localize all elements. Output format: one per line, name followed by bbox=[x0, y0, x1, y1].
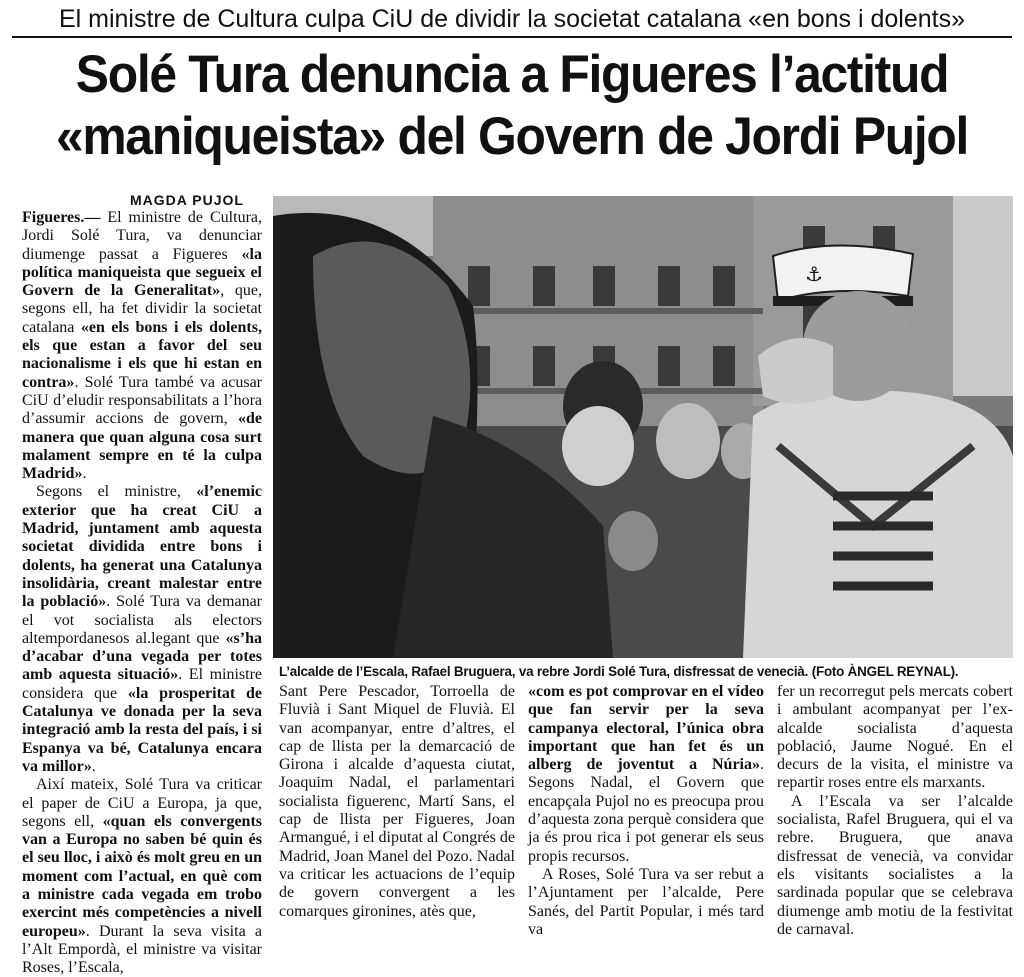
article-column-4 bbox=[777, 683, 1013, 939]
text-run: . Solé Tura també va acusar CiU d’eludir responsabilitats a l’hora d’assumir accions de govern, bbox=[22, 373, 262, 428]
paragraph bbox=[22, 209, 262, 483]
text-run: Segons el ministre, bbox=[36, 483, 197, 501]
text-run: . Segons Nadal, el Govern que encapçala Pujol no es preocupa prou d’aquesta zona perquè considera que ja és prou rica i pot generar els seus propis recursos. bbox=[528, 756, 764, 865]
bold-quote: «com es pot comprovar en el vídeo que fan servir per la seva campanya electoral, l’única obra important que han fet és un alberg de joventut a Núria» bbox=[528, 683, 764, 774]
text-run: . bbox=[82, 465, 87, 483]
article-column-2 bbox=[279, 683, 515, 921]
headline bbox=[31, 44, 994, 168]
bold-quote: «s’ha d’acabar d’una vegada per totes amb aquesta situació» bbox=[22, 629, 262, 684]
bold-quote: «l’enemic exterior que ha creat CiU a Madrid, juntament amb aquesta societat dividida entre bons i dolents, ha generat una Catalunya insolidària, creant malestar entre la població» bbox=[22, 483, 262, 611]
paragraph bbox=[777, 683, 1013, 793]
bold-quote: «en els bons i els dolents, els que estan a favor del seu nacionalisme i els que hi estan en contra» bbox=[22, 318, 262, 391]
bold-quote: «de manera que quan alguna cosa surt malament sempre en té la culpa Madrid» bbox=[22, 410, 262, 483]
text-run: fer un recorregut pels mercats cobert i ambulant acompanyat per l’ex-alcalde socialista d’aquesta població, Jaume Nogué. En el decurs de la visita, el ministre va repartir roses entre els marxants. bbox=[777, 683, 1013, 792]
text-run: El ministre de Cultura, Jordi Solé Tura, va denunciar diumenge passat a Figueres bbox=[22, 209, 262, 263]
news-photo bbox=[273, 196, 1013, 658]
text-run: . Durant la seva visita a l’Alt Empordà, el ministre va visitar Roses, l’Escala, bbox=[22, 922, 262, 977]
text-run: . Solé Tura va demanar el vot socialista als electors altempordanesos al.legant que bbox=[22, 593, 263, 647]
paragraph bbox=[528, 866, 764, 939]
article-column-3 bbox=[528, 683, 764, 939]
article-column-1 bbox=[22, 209, 262, 977]
text-run: A l’Escala va ser l’alcalde socialista, Rafel Bruguera, qui el va rebre. Bruguera, que anava disfressat de venecià, va convidar els visitants socialistes a la sardinada popular que se celebrava diumenge amb motiu de la festivitat de carnaval. bbox=[777, 792, 1013, 938]
kicker-rule bbox=[12, 36, 1012, 38]
photo-caption: L’alcalde de l’Escala, Rafael Bruguera, va rebre Jordi Solé Tura, disfressat de venecià. (Foto ÀNGEL REYNAL). bbox=[279, 664, 959, 679]
paragraph bbox=[528, 683, 764, 866]
paragraph bbox=[777, 793, 1013, 939]
paragraph bbox=[22, 483, 262, 776]
headline-line-2: «maniqueista» del Govern de Jordi Pujol bbox=[55, 107, 969, 166]
text-run: A Roses, Solé Tura va ser rebut a l’Ajuntament per l’alcalde, Pere Sanés, del Partit Popular, i més tard va bbox=[528, 865, 764, 938]
bold-quote: «la política maniqueista que segueix el Govern de la Generalitat» bbox=[22, 245, 262, 300]
bold-quote: «quan els convergents van a Europa no saben bé quin és el seu lloc, i això és molt greu en un moment com l’actual, en què com a ministre cada vegada em trobo exercint més competències a nivell europeu» bbox=[22, 812, 262, 940]
paragraph bbox=[22, 776, 262, 977]
headline-line-1: Solé Tura denuncia a Figueres l’actitud bbox=[75, 45, 949, 104]
text-run: . El ministre considera que bbox=[22, 666, 262, 702]
kicker: El ministre de Cultura culpa CiU de dividir la societat catalana «en bons i dolents» bbox=[58, 5, 966, 33]
text-run: Així mateix, Solé Tura va criticar el paper de CiU a Europa, ja que, segons ell, bbox=[22, 776, 262, 830]
photo-image bbox=[273, 196, 1013, 658]
paragraph bbox=[279, 683, 515, 921]
text-run: , que, segons ell, ha fet dividir la societat catalana bbox=[22, 282, 262, 336]
bold-quote: Figueres.— bbox=[22, 209, 101, 226]
byline: MAGDA PUJOL bbox=[130, 192, 244, 208]
text-run: Sant Pere Pescador, Torroella de Fluvià i Sant Miquel de Fluvià. El van acompanyar, entre d’altres, el cap de llista per la demarcació de Girona i alcalde d’aquesta ciutat, Joaquim Nadal, el parlamentari socialista figuerenc, Martí Sans, el cap de llista per Figueres, Joan Armangué, i el diputat al Congrés de Madrid, Joan Manel del Pozo. Nadal va criticar les actuacions de l’equip de govern convergent a les comarques gironines, atès que, bbox=[279, 683, 515, 920]
bold-quote: «la prosperitat de Catalunya ve donada per la seva integració amb la resta del país, i si Espanya va bé, Catalunya encara va millor» bbox=[22, 684, 262, 775]
anchor-icon: ⚓ bbox=[805, 262, 823, 286]
text-run: . bbox=[91, 757, 96, 775]
